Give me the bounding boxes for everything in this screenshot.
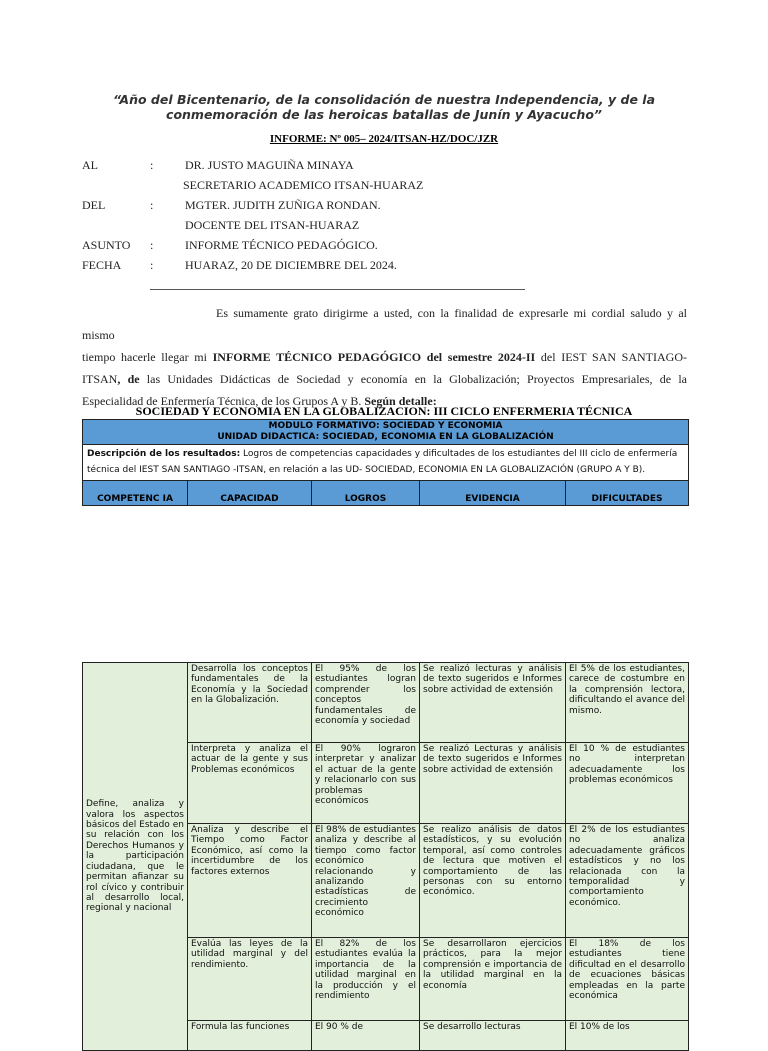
evidencia-cell: Se desarrollaron ejercicios prácticos, para la mejor comprensión e importancia de la utilidad marginal en la economía — [420, 938, 566, 1021]
evidencia-cell: Se realizó Lecturas y análisis de texto sugeridos e Informes sobre actividad de extensión — [420, 743, 566, 824]
competence-cell: Define, analiza y valora los aspectos básicos del Estado en su relación con los Derechos Humanos y la participación ciudadana, que le permitan afianzar su rol cívico y contribuir al desarrollo local, regional y nacional — [83, 663, 188, 1051]
capacidad-cell: Evalúa las leyes de la utilidad marginal y del rendimiento. — [188, 938, 312, 1021]
fecha-colon: : — [150, 258, 154, 272]
del-role: DOCENTE DEL ITSAN-HUARAZ — [185, 218, 360, 232]
logros-cell: El 90% lograron interpretar y analizar el actuar de la gente y relacionarlo con sus problemas económicos — [312, 743, 420, 824]
module-title: MODULO FORMATIVO: SOCIEDAD Y ECONOMIA — [268, 421, 503, 431]
capacidad-cell: Formula las funciones — [188, 1021, 312, 1051]
asunto-value: INFORME TÉCNICO PEDAGÓGICO. — [185, 238, 378, 252]
column-header-logros: LOGROS — [312, 481, 420, 506]
dificultades-cell: El 10% de los — [566, 1021, 689, 1051]
al-name: DR. JUSTO MAGUIÑA MINAYA — [185, 158, 354, 172]
asunto-colon: : — [150, 238, 154, 252]
intro-text-a: tiempo hacerle llegar mi — [82, 350, 213, 364]
al-role: SECRETARIO ACADEMICO ITSAN-HUARAZ — [183, 178, 424, 192]
section-title: SOCIEDAD Y ECONOMIA EN LA GLOBALIZACION: III CICLO ENFERMERIA TÉCNICA — [135, 404, 633, 418]
capacidad-cell: Analiza y describe el Tiempo como Factor Económico, así como la incertidumbre de los factores externos — [188, 824, 312, 938]
column-header-dificultades: DIFICULTADES — [566, 481, 689, 506]
column-header-capacidad: CAPACIDAD — [188, 481, 312, 506]
logros-cell: El 82% de los estudiantes evalúa la importancia de la utilidad marginal en la producción y el rendimiento — [312, 938, 420, 1021]
results-header-table — [82, 419, 689, 506]
evidencia-cell: Se realizo análisis de datos estadísticos, y su evolución temporal, así como controles de lectura que motiven el comportamiento de las personas con su entorno económico. — [420, 824, 566, 938]
del-name: MGTER. JUDITH ZUÑIGA RONDAN. — [185, 198, 381, 212]
motto-line-2: conmemoración de las heroicas batallas de Junín y Ayacucho” — [166, 107, 602, 122]
unit-title: UNIDAD DIDACTICA: SOCIEDAD, ECONOMIA EN LA GLOBALIZACIÓN — [217, 432, 554, 442]
logros-cell: El 98% de estudiantes analiza y describe al tiempo como factor económico relacionando y analizando estadísticas de crecimiento económico — [312, 824, 420, 938]
capacidad-text: Desarrolla los conceptos fundamentales de la Economía y la Sociedad en la Globalización. — [191, 664, 308, 706]
institutional-motto — [100, 92, 668, 122]
header-divider — [150, 289, 525, 290]
capacidad-cell: Interpreta y analiza el actuar de la gente y sus Problemas económicos — [188, 743, 312, 824]
evidencia-cell: Se desarrollo lecturas — [420, 1021, 566, 1051]
dificultades-cell: El 2% de los estudiantes no analiza adecuadamente gráficos estadísticos y no los relacionada con la temporalidad y comportamiento económico. — [566, 824, 689, 938]
intro-text-d: , de — [117, 372, 140, 386]
asunto-label: ASUNTO — [82, 238, 131, 252]
dificultades-cell: El 18% de los estudiantes tiene dificultad en el desarrollo de ecuaciones básicas empleadas en la parte económica — [566, 938, 689, 1021]
logros-cell: El 90 % de — [312, 1021, 420, 1051]
intro-text-e: las Unidades Didácticas de Sociedad y economía en la Globalización; Proyectos Empresariales, de la Especialidad de Enfermería Técnica, de los Grupos A y B. — [82, 372, 687, 408]
del-label: DEL — [82, 198, 106, 212]
intro-report-name: INFORME TÉCNICO PEDAGÓGICO del semestre 2024-II — [212, 350, 536, 364]
report-number-title: INFORME: Nº 005– 2024/ITSAN-HZ/DOC/JZR — [269, 133, 499, 145]
fecha-label: FECHA — [82, 258, 122, 272]
dificultades-cell: El 5% de los estudiantes, carece de costumbre en la comprensión lectora, dificultando el avance del mismo. — [566, 663, 689, 743]
al-colon: : — [150, 158, 154, 172]
motto-line-1: “Año del Bicentenario, de la consolidación de nuestra Independencia, y de la — [112, 92, 656, 107]
table-row — [83, 663, 689, 743]
logros-cell: El 95% de los estudiantes logran comprender los conceptos fundamentales de economía y sociedad — [312, 663, 420, 743]
intro-text-c: del IEST SAN SANTIAGO-ITSAN — [82, 350, 688, 386]
del-colon: : — [150, 198, 154, 212]
dificultades-cell: El 10 % de estudiantes no interpretan adecuadamente los problemas económicos — [566, 743, 689, 824]
description-text: Logros de competencias capacidades y dificultades de los estudiantes del III ciclo de enfermería técnica del IEST SAN SANTIAGO -ITSAN, en relación a las UD- SOCIEDAD, ECONOMIA EN LA GLOBALIZACIÓN (GRUPO A Y B). — [87, 449, 678, 475]
results-description — [83, 445, 689, 481]
intro-paragraph — [82, 302, 687, 412]
description-label: Descripción de los resultados: — [87, 449, 241, 459]
column-header-evidencia: EVIDENCIA — [420, 481, 566, 506]
fecha-value: HUARAZ, 20 DE DICIEMBRE DEL 2024. — [185, 258, 397, 272]
column-header-competencia: COMPETENC IA — [83, 481, 188, 506]
intro-detail: Según detalle: — [364, 394, 437, 408]
capacidad-cell — [188, 663, 312, 743]
intro-line-1: Es sumamente grato dirigirme a usted, con la finalidad de expresarle mi cordial saludo y al mismo — [82, 306, 687, 342]
module-band — [83, 420, 689, 445]
results-body-table — [82, 662, 689, 1051]
evidencia-cell: Se realizó lecturas y análisis de texto sugeridos e Informes sobre actividad de extensión — [420, 663, 566, 743]
al-label: AL — [82, 158, 98, 172]
